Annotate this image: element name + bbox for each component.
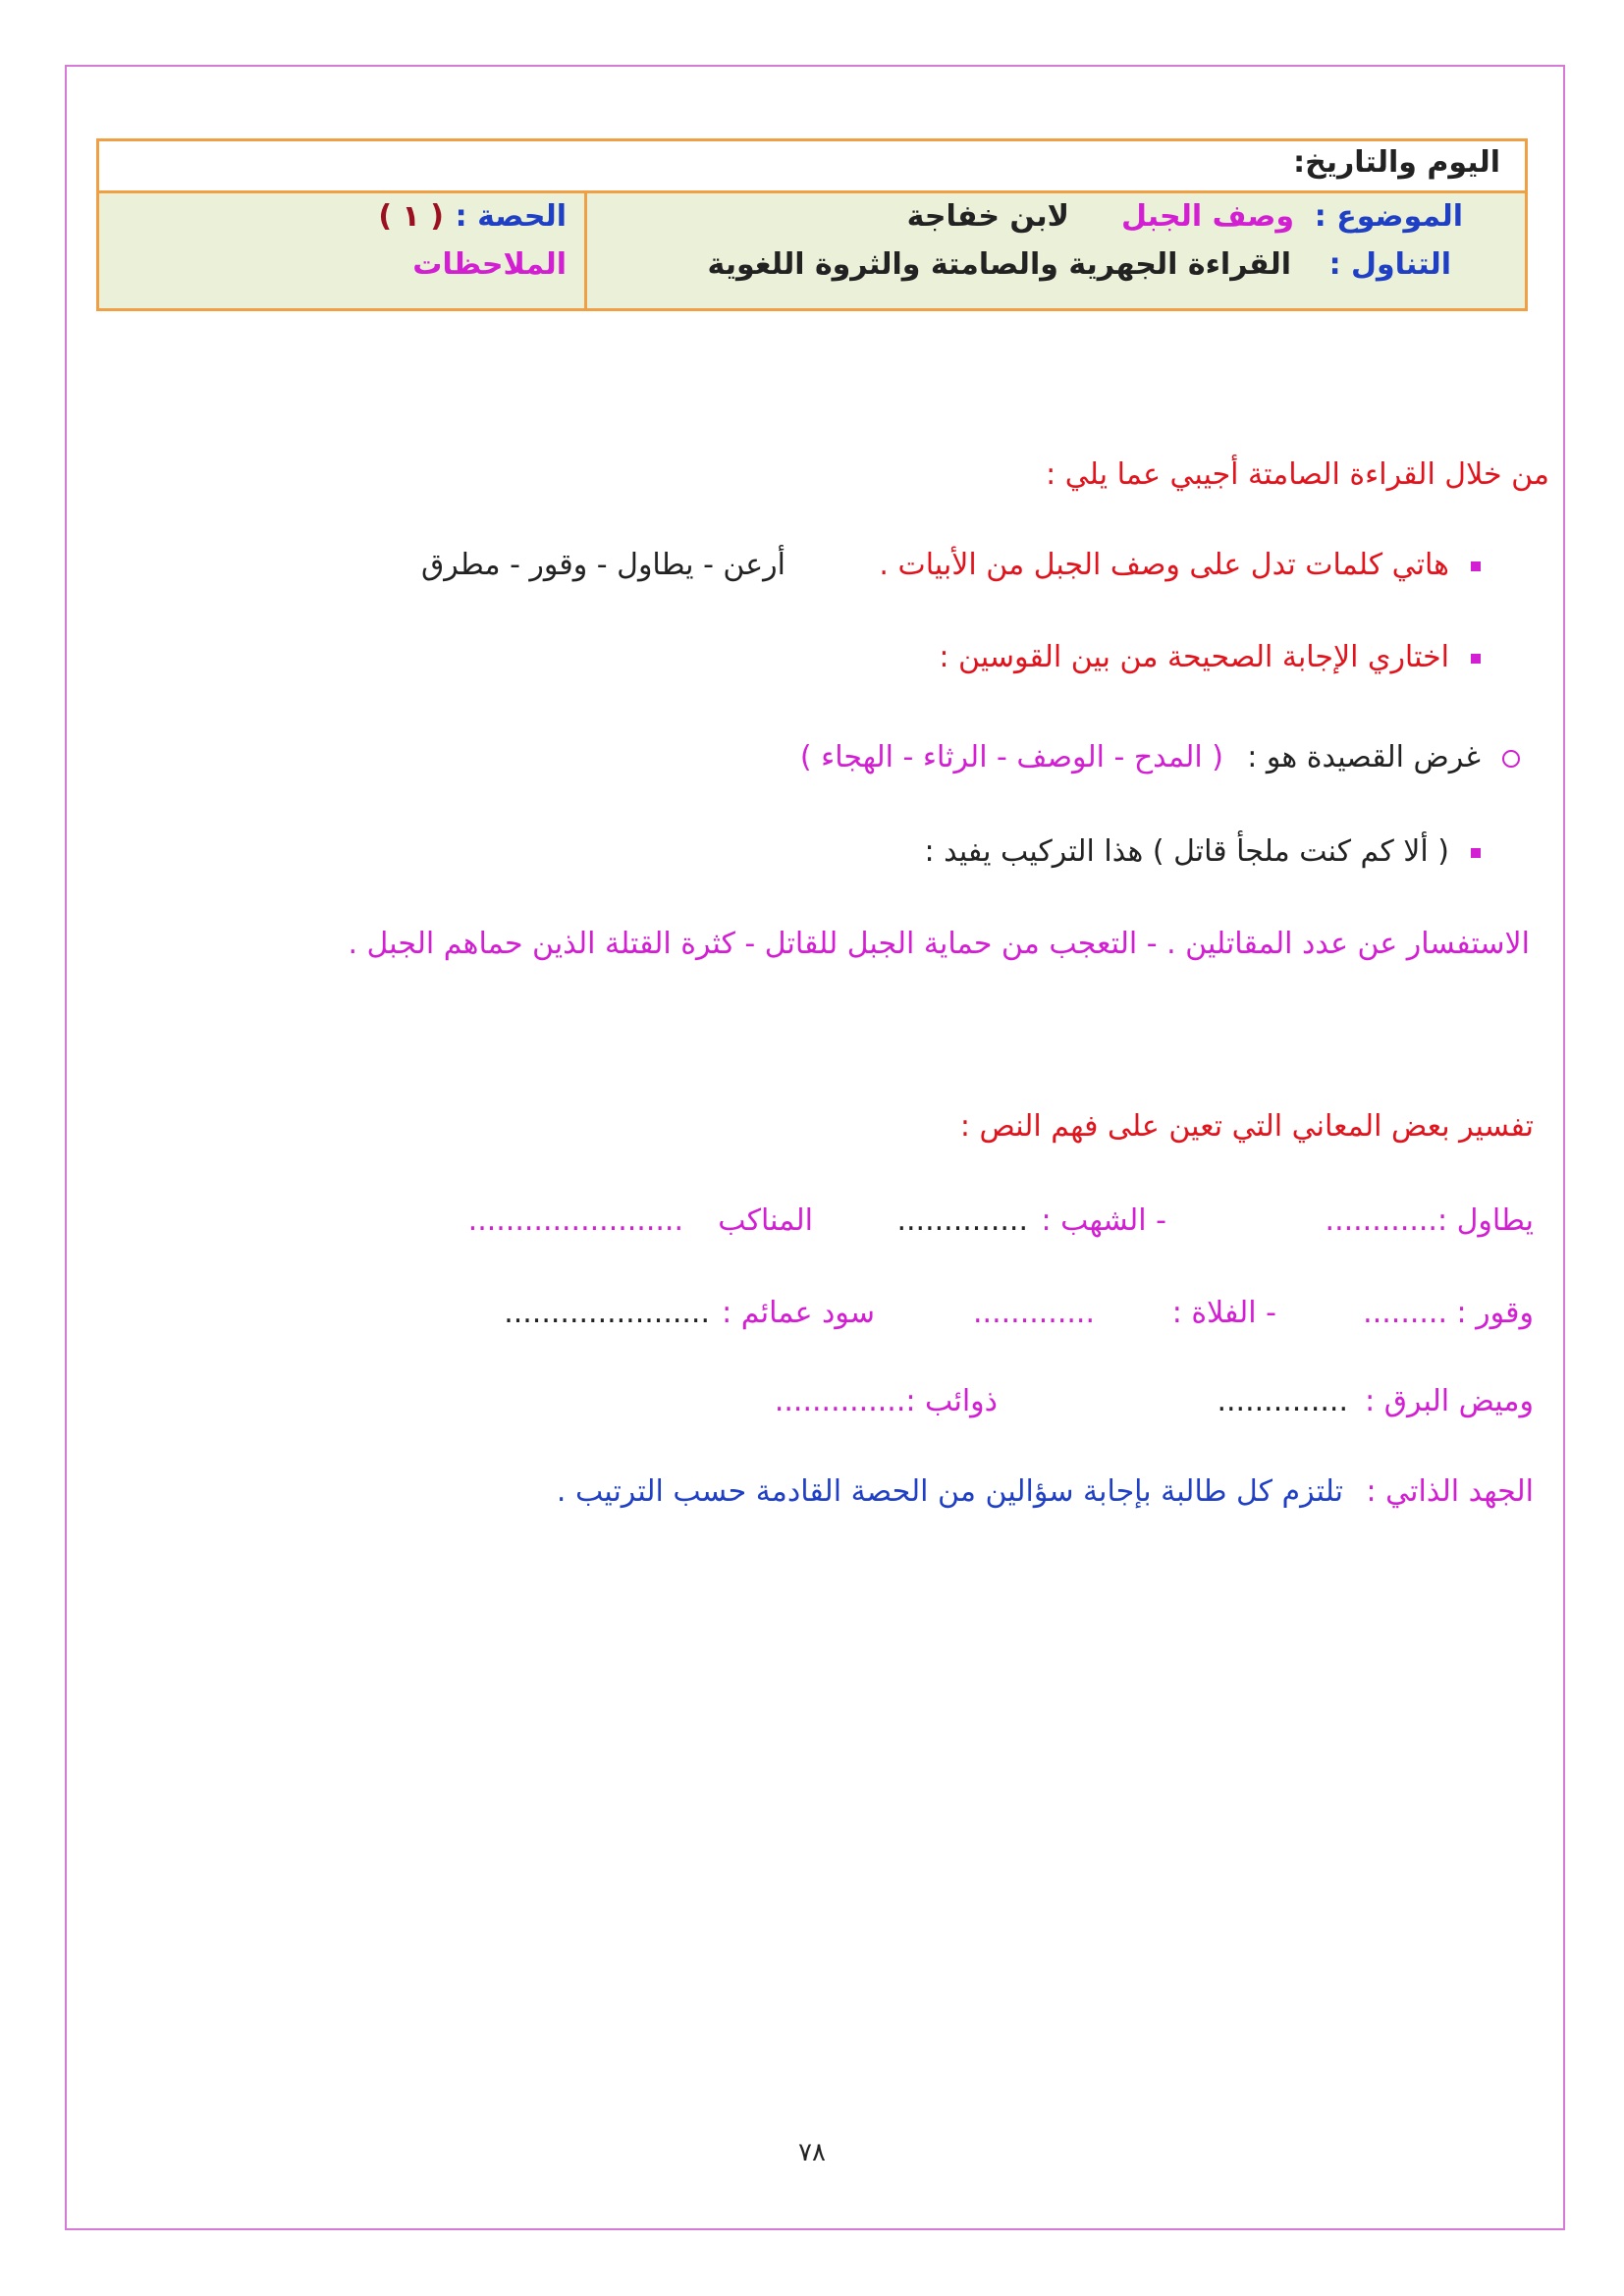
- self-effort-text: تلتزم كل طالبة بإجابة سؤالين من الحصة القادمة حسب الترتيب .: [556, 1474, 1343, 1509]
- row1-c-label: المناكب: [718, 1203, 813, 1238]
- row2-b-label: - الفلاة :: [1171, 1296, 1276, 1330]
- square-bullet-icon: [1471, 561, 1481, 571]
- q2a-options: ( المدح - الوصف - الرثاء - الهجاء ): [799, 740, 1223, 774]
- q2a-text: غرض القصيدة هو :: [1247, 740, 1481, 774]
- row3-a-dots: ..............: [1217, 1384, 1348, 1418]
- row2-c-dots: ......................: [504, 1296, 710, 1330]
- approach-label: التناول :: [1328, 247, 1451, 282]
- period-value: ( ١ ): [378, 199, 444, 234]
- q1-answer: أرعن - يطاول - وقور - مطرق: [421, 548, 785, 582]
- circle-bullet-icon: [1502, 750, 1520, 768]
- section2-intro: تفسير بعض المعاني التي تعين على فهم النص :: [959, 1109, 1534, 1144]
- row3-b: ذوائب :..............: [774, 1384, 998, 1418]
- q2-text: اختاري الإجابة الصحيحة من بين القوسين :: [939, 640, 1449, 674]
- self-effort-label: الجهد الذاتي :: [1366, 1474, 1534, 1509]
- q3-options: الاستفسار عن عدد المقاتلين . - التعجب من حماية الجبل للقاتل - كثرة القتلة الذين حماهم الجبل .: [348, 927, 1530, 961]
- row2-a: وقور : .........: [1363, 1296, 1534, 1330]
- subject-label: الموضوع :: [1314, 199, 1463, 234]
- q2a-line: [1247, 740, 1520, 775]
- header-divider: [584, 193, 587, 308]
- row3-a-label: وميض البرق :: [1365, 1384, 1534, 1418]
- period-label: الحصة :: [455, 199, 567, 234]
- page-border: [65, 65, 1565, 2230]
- q3-text: ( ألا كم كنت ملجأ قاتل ) هذا التركيب يفيد :: [924, 834, 1449, 869]
- row1-b-label: - الشهب :: [1041, 1203, 1166, 1238]
- row1-c-dots: .......................: [467, 1203, 683, 1238]
- square-bullet-icon: [1471, 654, 1481, 664]
- q1-text: هاتي كلمات تدل على وصف الجبل من الأبيات .: [879, 548, 1449, 582]
- subject-title: وصف الجبل: [1120, 199, 1294, 234]
- page-number: ٧٨: [798, 2138, 826, 2167]
- subject-author: لابن خفاجة: [906, 199, 1069, 234]
- day-date-label: اليوم والتاريخ:: [1293, 145, 1500, 180]
- q3-line: [924, 834, 1481, 870]
- section1-intro: من خلال القراءة الصامتة أجيبي عما يلي :: [1046, 457, 1549, 492]
- row2-c-label: سود عمائم :: [722, 1296, 875, 1330]
- notes-label: الملاحظات: [412, 247, 567, 282]
- q1-line: [879, 548, 1481, 583]
- row2-b-dots: .............: [973, 1296, 1095, 1330]
- row1-a: يطاول :............: [1325, 1203, 1534, 1238]
- approach-value: القراءة الجهرية والصامتة والثروة اللغوية: [707, 247, 1291, 282]
- square-bullet-icon: [1471, 848, 1481, 858]
- q2-line: [939, 640, 1481, 675]
- row1-b-dots: ..............: [896, 1203, 1028, 1238]
